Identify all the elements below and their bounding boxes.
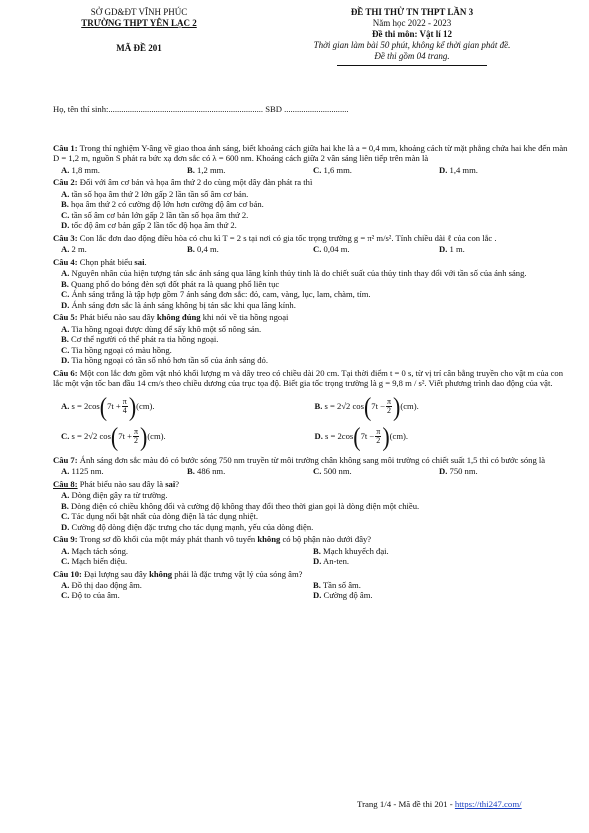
option-b: B. 0,4 m. [187,244,219,255]
options [61,466,568,476]
option-d: D. s = 2cos ( 7t − $\frac{\pi}{2}$ ) (cm). [314,421,409,452]
options [61,546,568,567]
options [61,189,568,231]
options [61,324,568,366]
options [61,490,568,532]
options-row-2 [61,421,568,452]
question-7 [53,455,568,477]
question-text: Câu 1: Trong thí nghiệm Y-âng về giao thoa ánh sáng, biết khoảng cách giữa hai khe là a = 0,4 mm, khoảng cách từ mặt phẳng chứa hai khe đến màn D = 1,2 m, nguồn S phát ra bức xạ đơn sắc có λ = 600 nm. Khoảng cách giữa 2 vân sáng liên tiếp trên màn là [53,143,568,164]
option-c: C. Tia hồng ngoại có màu hồng. [61,344,172,355]
option-b: B. 1,2 mm. [187,164,226,175]
option-a: A. s = 2cos ( 7t + $\frac{\pi}{4}$ ) (cm). [61,391,155,422]
option-a: A. Tia hồng ngoại được dùng để sấy khô một số nông sản. [61,323,262,334]
option-a: A. 1125 nm. [61,466,104,477]
option-b: B. Dòng điện có chiều không đổi và cường độ không thay đổi theo thời gian gọi là dòng điện một chiều. [61,500,420,511]
option-a: A. Mạch tách sóng. [61,545,129,556]
option-b: B. Mạch khuyếch đại. [313,545,389,556]
option-d: D. Ánh sáng đơn sắc là ánh sáng không bị tán sắc khi qua lăng kính. [61,299,296,310]
question-text: Câu 5: Phát biểu nào sau đây không đúng khi nói về tia hồng ngoại [53,312,289,323]
question-6 [53,367,568,452]
option-b: B. Tần số âm. [313,579,361,590]
option-c: C. s = 2√2 cos ( 7t + $\frac{\pi}{2}$ ) (cm). [61,421,166,452]
page-footer [357,799,522,810]
question-5 [53,312,568,365]
question-2 [53,177,568,230]
student-info-line: Họ, tên thí sinh:........................................................................ SBD .............................. [53,104,349,114]
option-c: C. Tác dụng nổi bật nhất của dòng điện là tác dụng nhiệt. [61,511,258,522]
option-d: D. Tia hồng ngoại có tần số nhỏ hơn tần số của ánh sáng đỏ. [61,355,268,366]
question-4 [53,257,568,310]
option-c: C. Ánh sáng trắng là tập hợp gồm 7 ánh sáng đơn sắc: đỏ, cam, vàng, lục, lam, chàm, tím. [61,289,371,300]
question-list [53,143,568,603]
fraction: $\frac{\pi}{2}$ [133,427,138,446]
option-c: C. Mạch biến điệu. [61,556,128,567]
option-d: D. Cường độ dòng điện đặc trưng cho tác dụng mạnh, yếu của dòng điện. [61,521,314,532]
fraction: $\frac{\pi}{2}$ [376,427,381,446]
header-divider [337,65,487,66]
question-text: Câu 2: Đối với âm cơ bản và họa âm thứ 2 do cùng một dây đàn phát ra thì [53,177,313,188]
option-a: A. 2 m. [61,244,87,255]
exam-title: ĐỀ THI THỬ TN THPT LẦN 3 [350,7,474,17]
option-b: B. 486 nm. [187,466,226,477]
option-b: B. Quang phổ do bóng đèn sợi đốt phát ra là quang phổ liên tục [61,278,280,289]
question-10 [53,569,568,601]
footer-link[interactable]: https://thi247.com/ [454,799,522,809]
option-d: D. 1 m. [439,244,465,255]
question-text: Câu 6: Một con lắc đơn gồm vật nhỏ khối lượng m và dây treo có chiều dài 20 cm. Tại thời điểm t = 0 s, từ vị trí cân bằng truyền cho vật m của con lắc một vận tốc ban đầu 14 cm/s theo chiều dương của trục tọa độ. Biết gia tốc trọng trường là g = 9,8 m / s². Viết phương trình dao động của vật. [53,367,563,389]
option-c: C. 0,04 m. [313,244,350,255]
options [61,268,568,310]
options [61,165,568,175]
option-a: A. 1,8 mm. [61,164,100,175]
exam-code: MÃ ĐỀ 201 [116,42,162,53]
option-b: B. s = 2√2 cos ( 7t − $\frac{\pi}{2}$ ) (cm). [314,391,419,422]
option-d: D. An-ten. [313,556,350,567]
question-text: Câu 7: Ánh sáng đơn sắc màu đỏ có bước sóng 750 nm truyền từ môi trường chân không sang môi trường có chiết suất 1,5 thì có bước sóng là [53,454,546,465]
option-c: C. tần số âm cơ bản lớn gấp 2 lần tần số họa âm thứ 2. [61,209,249,220]
options [61,580,568,601]
school-name: TRƯỜNG THPT YÊN LẠC 2 [81,17,197,28]
header-left [64,7,214,54]
question-text: Câu 10: Đại lượng sau đây không phải là đặc trưng vật lý của sóng âm? [53,568,303,579]
option-a: A. Nguyên nhân của hiện tượng tán sắc ánh sáng qua lăng kính thủy tinh là do chiết suất của thủy tinh thay đổi với tần số của ánh sáng. [61,268,527,279]
option-a: A. tần số họa âm thứ 2 lớn gấp 2 lần tần số âm cơ bản. [61,188,249,199]
question-text: Câu 4: Chọn phát biểu sai. [53,256,147,267]
question-text: Câu 3: Con lắc đơn dao động điều hòa có chu kì T = 2 s tại nơi có gia tốc trọng trường g = π² m/s². Tính chiều dài ℓ của con lắc . [53,232,497,243]
fraction: $\frac{\pi}{4}$ [122,397,127,416]
exam-subject: Đề thi môn: Vật lí 12 [371,28,453,39]
option-c: C. 500 nm. [313,466,352,477]
school-year: Năm học 2022 - 2023 [372,17,452,28]
question-9 [53,534,568,566]
options [61,244,568,254]
question-1 [53,143,568,175]
question-text: Câu 9: Trong sơ đồ khối của một máy phát thanh vô tuyến không có bộ phận nào dưới đây? [53,534,372,545]
fraction: $\frac{\pi}{2}$ [386,397,392,416]
option-a: A. Đồ thị dao động âm. [61,579,142,590]
header-right [262,7,562,66]
question-text: Câu 8: Phát biểu nào sau đây là sai? [53,478,180,489]
option-d: D. 1,4 mm. [439,164,478,175]
time-note: Thời gian làm bài 50 phút, không kể thời gian phát đề. [313,39,511,50]
question-3 [53,233,568,255]
options-row-1 [61,391,568,422]
option-d: D. 750 nm. [439,466,478,477]
option-b: B. Cơ thể người có thể phát ra tia hồng ngoại. [61,334,219,345]
pages-note: Đề thi gồm 04 trang. [374,50,450,61]
option-a: A. Dòng điện gây ra từ trường. [61,490,168,501]
option-d: D. Cường độ âm. [313,590,373,601]
option-d: D. tốc độ âm cơ bản gấp 2 lần tốc độ họa âm thứ 2. [61,220,237,231]
option-b: B. họa âm thứ 2 có cường độ lớn hơn cường độ âm cơ bản. [61,199,264,210]
option-c: C. Độ to của âm. [61,590,120,601]
department-name: SỞ GD&ĐT VĨNH PHÚC [90,7,188,17]
option-c: C. 1,6 mm. [313,164,352,175]
footer-text: Trang 1/4 - Mã đề thi 201 - [357,799,455,809]
question-8 [53,479,568,532]
